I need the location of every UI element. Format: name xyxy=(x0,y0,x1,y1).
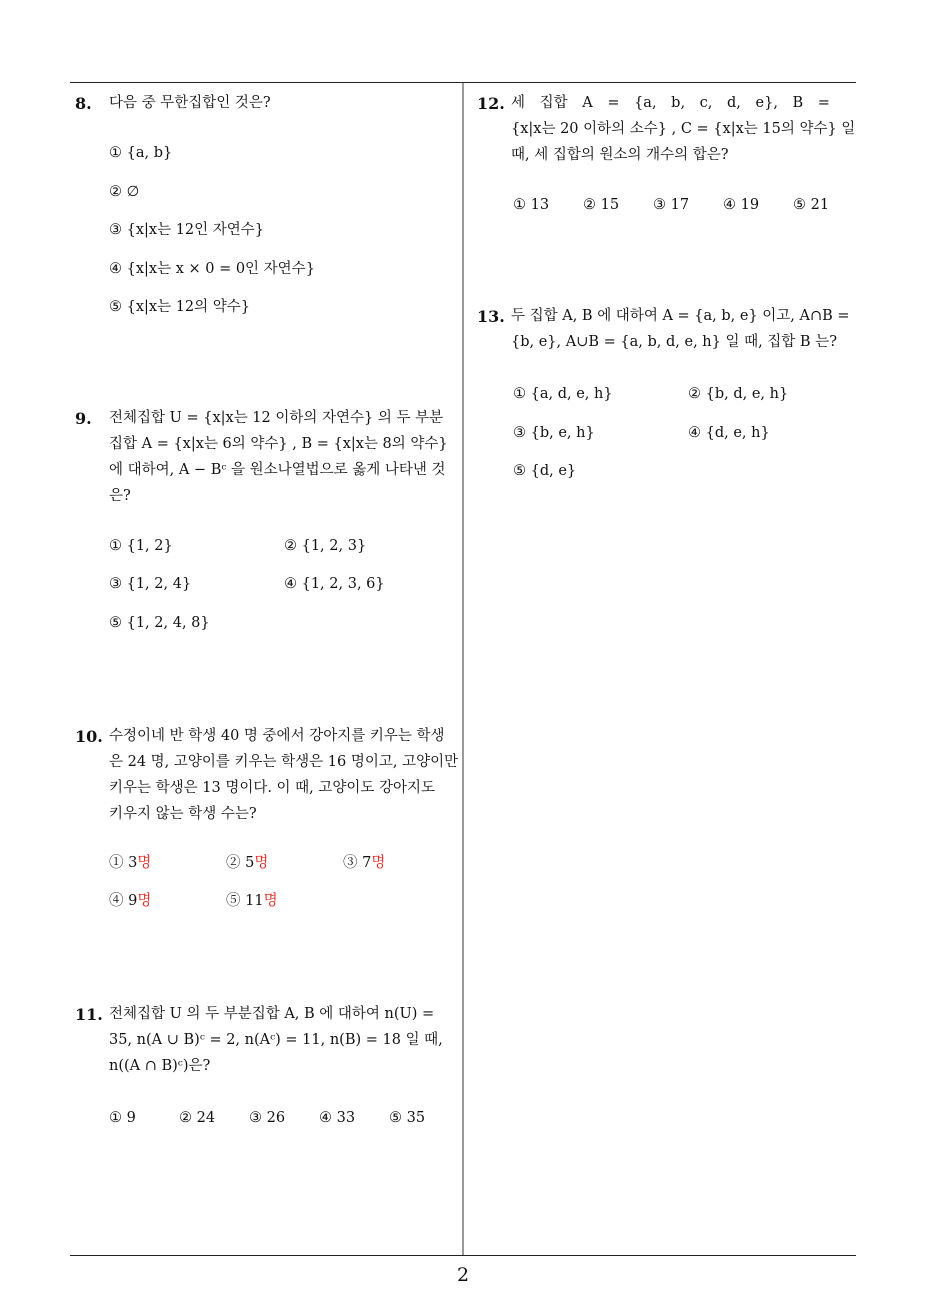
problem-11 xyxy=(75,1002,455,1142)
problem-question-line: 전체집합 U = {x|x는 12 이하의 자연수} 의 두 부분 xyxy=(109,410,444,426)
problem-question-line: {b, e}, A∪B = {a, b, d, e, h} 일 때, 집합 B 는? xyxy=(511,334,837,350)
option-5[interactable]: ⑤ {x|x는 12의 약수} xyxy=(109,299,250,315)
option-2[interactable]: ② ∅ xyxy=(109,184,140,200)
option-5[interactable]: ⑤ {d, e} xyxy=(513,463,577,479)
option-5[interactable]: ⑤ {1, 2, 4, 8} xyxy=(109,615,210,631)
option-4[interactable]: ④ {d, e, h} xyxy=(688,425,770,441)
problem-question-line: 세 집합 A = {a, b, c, d, e}, B = xyxy=(511,95,830,111)
option-3[interactable]: ③ {1, 2, 4} xyxy=(109,576,192,592)
option-1[interactable]: ① {a, d, e, h} xyxy=(513,386,613,402)
problem-question-line: 전체집합 U 의 두 부분집합 A, B 에 대하여 n(U) = xyxy=(109,1006,435,1022)
unit-label: 명 xyxy=(371,855,386,871)
problem-number: 13. xyxy=(477,307,505,326)
option-3[interactable]: ③ {b, e, h} xyxy=(513,425,595,441)
option-2[interactable]: ② {1, 2, 3} xyxy=(284,538,367,554)
option-4[interactable]: ④ {x|x는 x × 0 = 0인 자연수} xyxy=(109,261,315,277)
option-1[interactable]: ① 9 xyxy=(109,1110,136,1126)
problem-question: 다음 중 무한집합인 것은? xyxy=(109,95,271,111)
unit-label: 명 xyxy=(263,893,278,909)
problem-question-line: 은 24 명, 고양이를 키우는 학생은 16 명이고, 고양이만 xyxy=(109,754,459,770)
option-3[interactable]: ③ 26 xyxy=(249,1110,286,1126)
unit-label: 명 xyxy=(137,893,152,909)
problem-question-line: 두 집합 A, B 에 대하여 A = {a, b, e} 이고, A∩B = xyxy=(511,308,850,324)
option-4[interactable]: ④ 19 xyxy=(723,197,760,213)
problem-number: 11. xyxy=(75,1005,103,1024)
problem-10 xyxy=(75,724,459,924)
option-2[interactable]: ② 24 xyxy=(179,1110,216,1126)
option-4[interactable]: ④ {1, 2, 3, 6} xyxy=(284,576,385,592)
problem-12 xyxy=(477,91,862,231)
problem-question-line: 은? xyxy=(109,488,131,504)
problem-question-line: 키우지 않는 학생 수는? xyxy=(109,806,257,822)
problem-question-line: {x|x는 20 이하의 소수} , C = {x|x는 15의 약수} 일 xyxy=(511,121,856,137)
bottom-rule xyxy=(70,1255,856,1256)
problem-number: 10. xyxy=(75,727,103,746)
option-2[interactable]: ② 15 xyxy=(583,197,620,213)
page-number: 2 xyxy=(456,1264,470,1286)
option-1[interactable]: ① 3명 xyxy=(109,855,152,871)
column-divider xyxy=(462,83,464,1255)
problem-number: 8. xyxy=(75,94,92,113)
option-4[interactable]: ④ 9명 xyxy=(109,893,152,909)
option-5[interactable]: ⑤ 35 xyxy=(389,1110,426,1126)
problem-number: 12. xyxy=(477,94,505,113)
option-1[interactable]: ① {1, 2} xyxy=(109,538,173,554)
unit-label: 명 xyxy=(254,855,269,871)
problem-8 xyxy=(75,91,455,331)
option-2[interactable]: ② {b, d, e, h} xyxy=(688,386,789,402)
option-3[interactable]: ③ {x|x는 12인 자연수} xyxy=(109,222,265,238)
option-5[interactable]: ⑤ 21 xyxy=(793,197,830,213)
problem-question-line: 때, 세 집합의 원소의 개수의 합은? xyxy=(511,147,729,163)
unit-label: 명 xyxy=(137,855,152,871)
option-2[interactable]: ② 5명 xyxy=(226,855,269,871)
problem-question-line: n((A ∩ B)ᶜ)은? xyxy=(109,1058,211,1074)
problem-question-line: 키우는 학생은 13 명이다. 이 때, 고양이도 강아지도 xyxy=(109,780,436,796)
option-1[interactable]: ① {a, b} xyxy=(109,145,173,161)
problem-question-line: 수정이네 반 학생 40 명 중에서 강아지를 키우는 학생 xyxy=(109,728,445,744)
problem-question-line: 집합 A = {x|x는 6의 약수} , B = {x|x는 8의 약수} xyxy=(109,436,448,452)
problem-question-line: 35, n(A ∪ B)ᶜ = 2, n(Aᶜ) = 11, n(B) = 18 일 때, xyxy=(109,1032,443,1048)
option-1[interactable]: ① 13 xyxy=(513,197,550,213)
option-4[interactable]: ④ 33 xyxy=(319,1110,356,1126)
option-3[interactable]: ③ 17 xyxy=(653,197,690,213)
problem-question-line: 에 대하여, A − Bᶜ 을 원소나열법으로 옳게 나타낸 것 xyxy=(109,462,446,478)
problem-number: 9. xyxy=(75,409,92,428)
option-5[interactable]: ⑤ 11명 xyxy=(226,893,278,909)
problem-13 xyxy=(477,304,862,494)
option-3[interactable]: ③ 7명 xyxy=(343,855,386,871)
problem-9 xyxy=(75,406,455,646)
